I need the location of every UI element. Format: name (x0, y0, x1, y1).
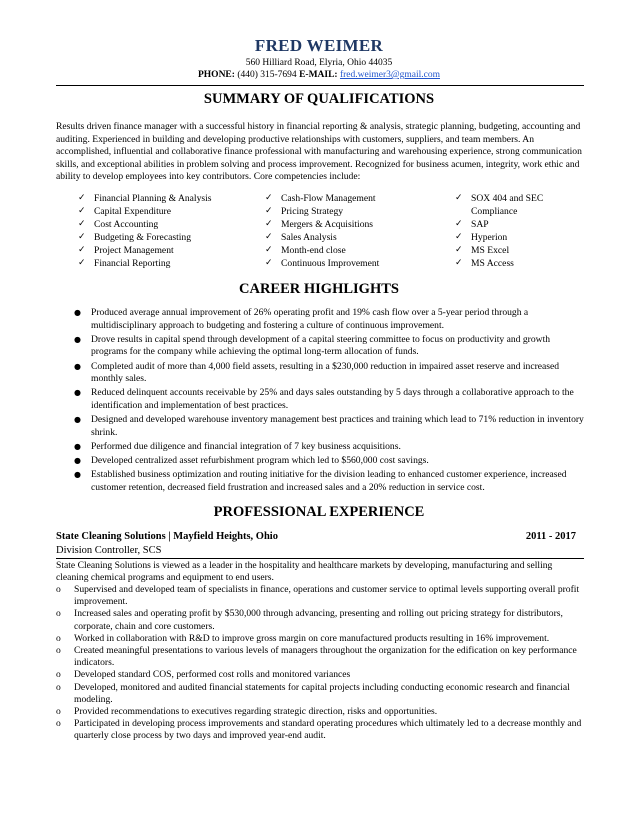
competency-item: ✓ Mergers & Acquisitions (265, 219, 374, 230)
circle-bullet-icon: o (56, 608, 61, 620)
competency-item: ✓ Project Management (78, 245, 174, 256)
highlight-item: ● Produced average annual improvement of 26% operating profit and 19% cash flow over a 5-year period through a multidisciplinary approach to budgeting and fostering a culture of continuous improvement. (74, 307, 529, 331)
bullet-icon: ● (74, 456, 81, 466)
highlight-item: ● Performed due diligence and financial integration of 7 key business acquisitions. (74, 440, 401, 452)
checkmark-icon: ✓ (265, 245, 273, 255)
checkmark-icon: ✓ (455, 258, 463, 268)
divider (56, 558, 584, 559)
phone-number: (440) 315-7694 (237, 70, 297, 80)
summary-text: Results driven finance manager with a successful history in financial reporting & analysis, strategic planning, budgeting, accounting and auditing. Experienced in building and developing productive relationships with customers, suppliers, and team members. An accomplished, influential and collaborative finance professional with manufacturing and warehousing experience, strong communication skills, and exceptional abilities in problem solving and process improvement. Recognized for business acumen, integrity, work ethic and ability to develop employees into key contributors. Core competencies include: (56, 121, 582, 182)
highlight-item: ● Completed audit of more than 4,000 field assets, resulting in a $230,000 reduction in impaired asset reserve and increased monthly sales. (74, 360, 560, 385)
checkmark-icon: ✓ (455, 245, 463, 255)
checkmark-icon: ✓ (265, 206, 273, 216)
bullet-icon: ● (74, 388, 81, 398)
checkmark-icon: ✓ (455, 232, 463, 242)
checkmark-icon: ✓ (78, 193, 86, 203)
circle-bullet-icon: o (56, 632, 61, 644)
highlight-item: ● Reduced delinquent accounts receivable by 25% and days sales outstanding by 5 days through a collaborative approach to the identification and implementation of best practices. (74, 387, 574, 411)
competency-item: ✓ Continuous Improvement (265, 258, 380, 269)
competency-item: ✓ Capital Expenditure (78, 206, 171, 217)
company-name: State Cleaning Solutions | Mayfield Heights, Ohio (56, 531, 278, 542)
highlight-item: ● Designed and developed warehouse inventory management best practices and training which lead to 71% reduction in inventory shrink. (74, 414, 584, 438)
experience-item: o Participated in developing process improvements and standard operating procedures which ultimately led to a decrease monthly and quarterly close process by two days and improved year-end audit. (56, 718, 582, 742)
checkmark-icon: ✓ (455, 219, 463, 229)
experience-item: o Provided recommendations to executives regarding strategic direction, risks and opportunities. (56, 706, 438, 718)
circle-bullet-icon: o (56, 681, 61, 693)
experience-item: o Created meaningful presentations to various levels of managers throughout the organization for the edification on key performance indicators. (56, 645, 577, 669)
job-dates: 2011 - 2017 (525, 531, 576, 542)
highlight-item: ● Developed centralized asset refurbishment program which led to $560,000 cost savings. (74, 455, 429, 467)
checkmark-icon: ✓ (455, 193, 463, 203)
checkmark-icon: ✓ (265, 193, 273, 203)
experience-list (56, 584, 584, 743)
job-title: Division Controller, SCS (56, 545, 162, 556)
competency-item: ✓ Cost Accounting (78, 219, 159, 230)
experience-item: o Developed standard COS, performed cost rolls and monitored variances (56, 669, 351, 681)
candidate-name: FRED WEIMER (254, 36, 384, 55)
circle-bullet-icon: o (56, 645, 61, 657)
email-label: E-MAIL: (299, 70, 338, 80)
circle-bullet-icon: o (56, 584, 61, 595)
highlights-list (74, 307, 584, 496)
experience-item: o Increased sales and operating profit by $530,000 through advancing, presenting and rolling out pricing strategy for distributors, corporate, chain and core customers. (56, 608, 563, 632)
competencies-column-1 (78, 192, 228, 270)
address: 560 Hilliard Road, Elyria, Ohio 44035 (245, 58, 393, 68)
bullet-icon: ● (74, 441, 81, 451)
email-link[interactable]: fred.weimer3@gmail.com (339, 70, 440, 80)
highlight-item: ● Established business optimization and routing initiative for the division leading to enhanced customer experience, increased customer retention, decreased field frustration and increased sales and a 20% reduction in service cost. (74, 469, 567, 493)
highlight-item: ● Drove results in capital spend through development of a capital steering committee to focus on productivity and growth programs for the company while achieving the optimal long-term allocation of funds. (74, 333, 551, 358)
bullet-icon: ● (74, 415, 81, 425)
competency-item: ✓ MS Excel (455, 245, 510, 256)
competency-item: ✓ MS Access (455, 258, 514, 269)
experience-heading: PROFESSIONAL EXPERIENCE (213, 504, 425, 520)
competencies-column-3 (455, 192, 585, 270)
competency-item: ✓ SOX 404 and SEC Compliance (455, 193, 544, 217)
job-header (56, 531, 584, 542)
checkmark-icon: ✓ (265, 258, 273, 268)
competency-item: ✓ Financial Reporting (78, 258, 171, 269)
experience-item: o Worked in collaboration with R&D to improve gross margin on core manufactured products resulting in 16% improvement. (56, 632, 550, 644)
bullet-icon: ● (74, 308, 81, 317)
company-description: State Cleaning Solutions is viewed as a leader in the hospitality and healthcare markets by developing, manufacturing and selling cleaning chemical programs and equipment to end users. (56, 560, 553, 584)
checkmark-icon: ✓ (265, 219, 273, 229)
competency-item: ✓ Pricing Strategy (265, 206, 344, 217)
summary-heading: SUMMARY OF QUALIFICATIONS (203, 91, 435, 107)
checkmark-icon: ✓ (78, 232, 86, 242)
competency-item: ✓ SAP (455, 219, 489, 230)
checkmark-icon: ✓ (265, 232, 273, 242)
circle-bullet-icon: o (56, 706, 61, 718)
bullet-icon: ● (74, 470, 81, 480)
competency-item: ✓ Sales Analysis (265, 232, 337, 243)
competencies-column-2 (265, 192, 440, 270)
divider (56, 85, 584, 86)
competency-item: ✓ Hyperion (455, 232, 508, 243)
checkmark-icon: ✓ (78, 258, 86, 268)
contact-line (0, 70, 638, 80)
circle-bullet-icon: o (56, 669, 61, 681)
bullet-icon: ● (74, 361, 81, 371)
bullet-icon: ● (74, 334, 81, 344)
experience-item: o Supervised and developed team of specialists in finance, operations and customer service to optimal levels supporting overall profit improvement. (56, 584, 580, 608)
highlights-heading: CAREER HIGHLIGHTS (239, 281, 399, 297)
checkmark-icon: ✓ (78, 206, 86, 216)
competency-item: ✓ Month-end close (265, 245, 346, 256)
experience-item: o Developed, monitored and audited financial statements for capital projects including conducting economic research and financial modeling. (56, 681, 570, 705)
competency-item: ✓ Financial Planning & Analysis (78, 193, 212, 204)
competency-item: ✓ Cash-Flow Management (265, 193, 376, 204)
competency-item: ✓ Budgeting & Forecasting (78, 232, 191, 243)
checkmark-icon: ✓ (78, 219, 86, 229)
checkmark-icon: ✓ (78, 245, 86, 255)
circle-bullet-icon: o (56, 718, 61, 730)
phone-label: PHONE: (197, 70, 235, 80)
